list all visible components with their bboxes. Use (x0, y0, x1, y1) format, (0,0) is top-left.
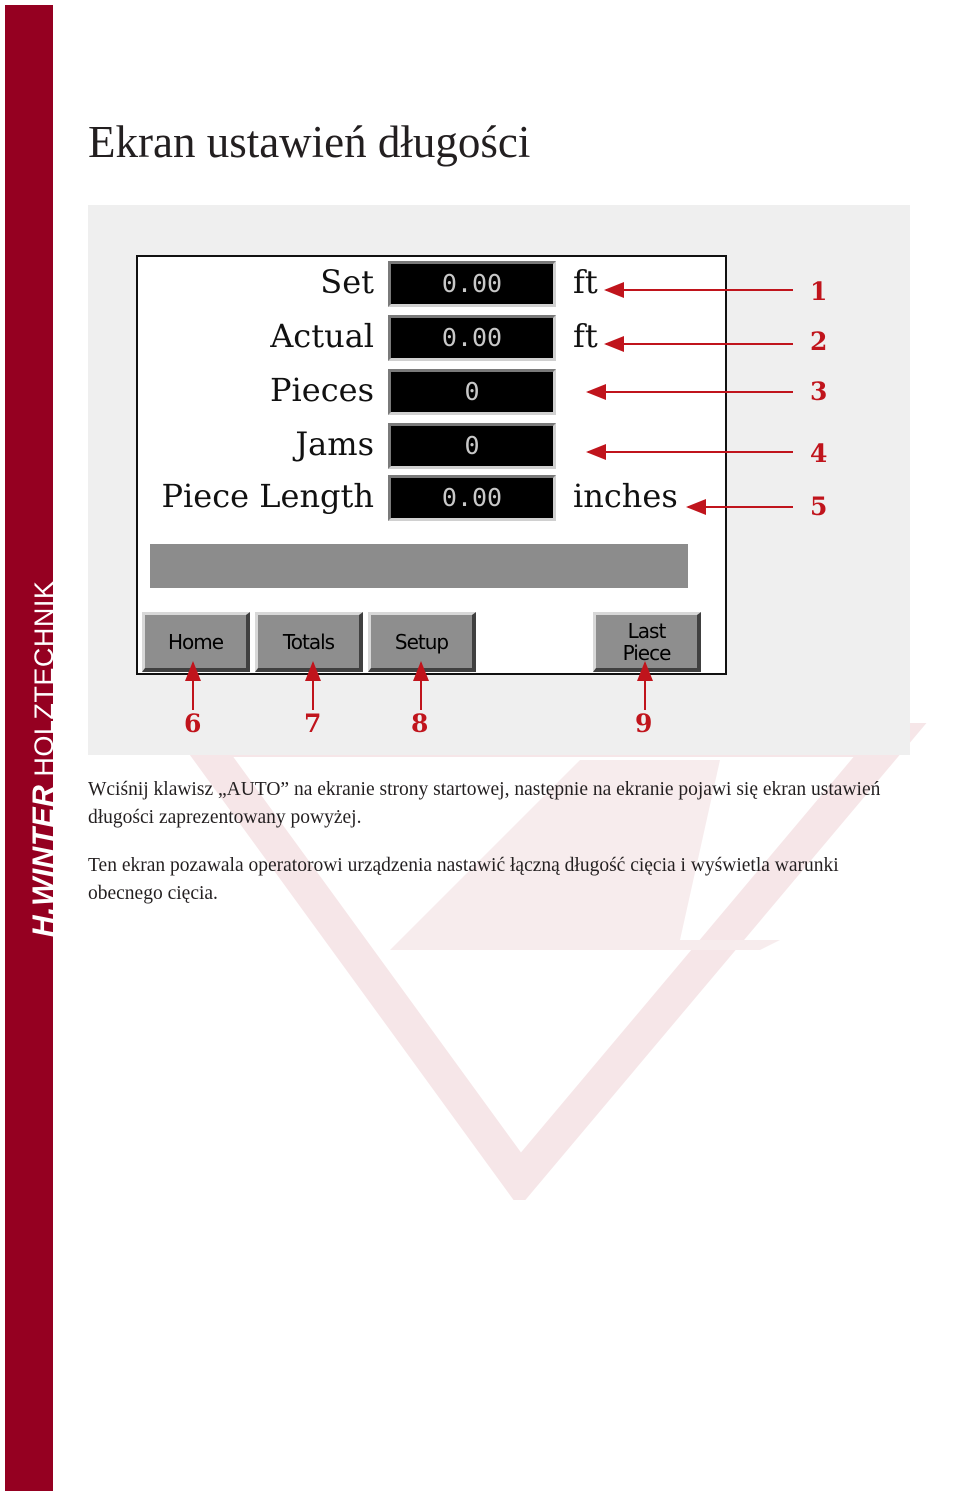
piece-length-value-display[interactable]: 0.00 (388, 475, 556, 521)
set-label: Set (320, 263, 374, 301)
callout-9: 9 (635, 709, 653, 738)
callout-7: 7 (304, 709, 322, 738)
paragraph-description: Ten ekran pozawala operatorowi urządzenia nastawić łączną długość cięcia i wyświetla warunki obecnego cięcia. (88, 855, 839, 904)
last-piece-button[interactable]: Last Piece (593, 612, 701, 672)
paragraph-intro: Wciśnij klawisz „AUTO” na ekranie strony startowej, następnie na ekranie pojawi się ekran ustawień długości zaprezentowany powyżej. (88, 779, 881, 828)
brand-logo: H.WINTER HOLZTECHNIK (27, 580, 60, 937)
callout-5: 5 (810, 492, 828, 521)
callout-1: 1 (810, 277, 828, 306)
piece-length-unit: inches (573, 477, 678, 515)
jams-label: Jams (295, 425, 374, 463)
callout-3: 3 (810, 377, 828, 406)
set-value-display[interactable]: 0.00 (388, 261, 556, 307)
callout-6: 6 (184, 709, 202, 738)
actual-unit: ft (573, 317, 598, 355)
setup-button[interactable]: Setup (368, 612, 476, 672)
piece-length-label: Piece Length (161, 477, 374, 515)
callout-arrows (88, 205, 910, 755)
actual-value-display: 0.00 (388, 315, 556, 361)
jams-value-display: 0 (388, 423, 556, 469)
pieces-label: Pieces (270, 371, 374, 409)
watermark-logo (60, 700, 960, 1200)
callout-8: 8 (411, 709, 429, 738)
totals-button[interactable]: Totals (255, 612, 363, 672)
callout-4: 4 (810, 439, 828, 468)
callout-2: 2 (810, 327, 828, 356)
set-unit: ft (573, 263, 598, 301)
page-title: Ekran ustawień długości (88, 117, 531, 167)
screen-figure (88, 205, 910, 755)
actual-label: Actual (270, 317, 374, 355)
home-button[interactable]: Home (142, 612, 250, 672)
pieces-value-display: 0 (388, 369, 556, 415)
